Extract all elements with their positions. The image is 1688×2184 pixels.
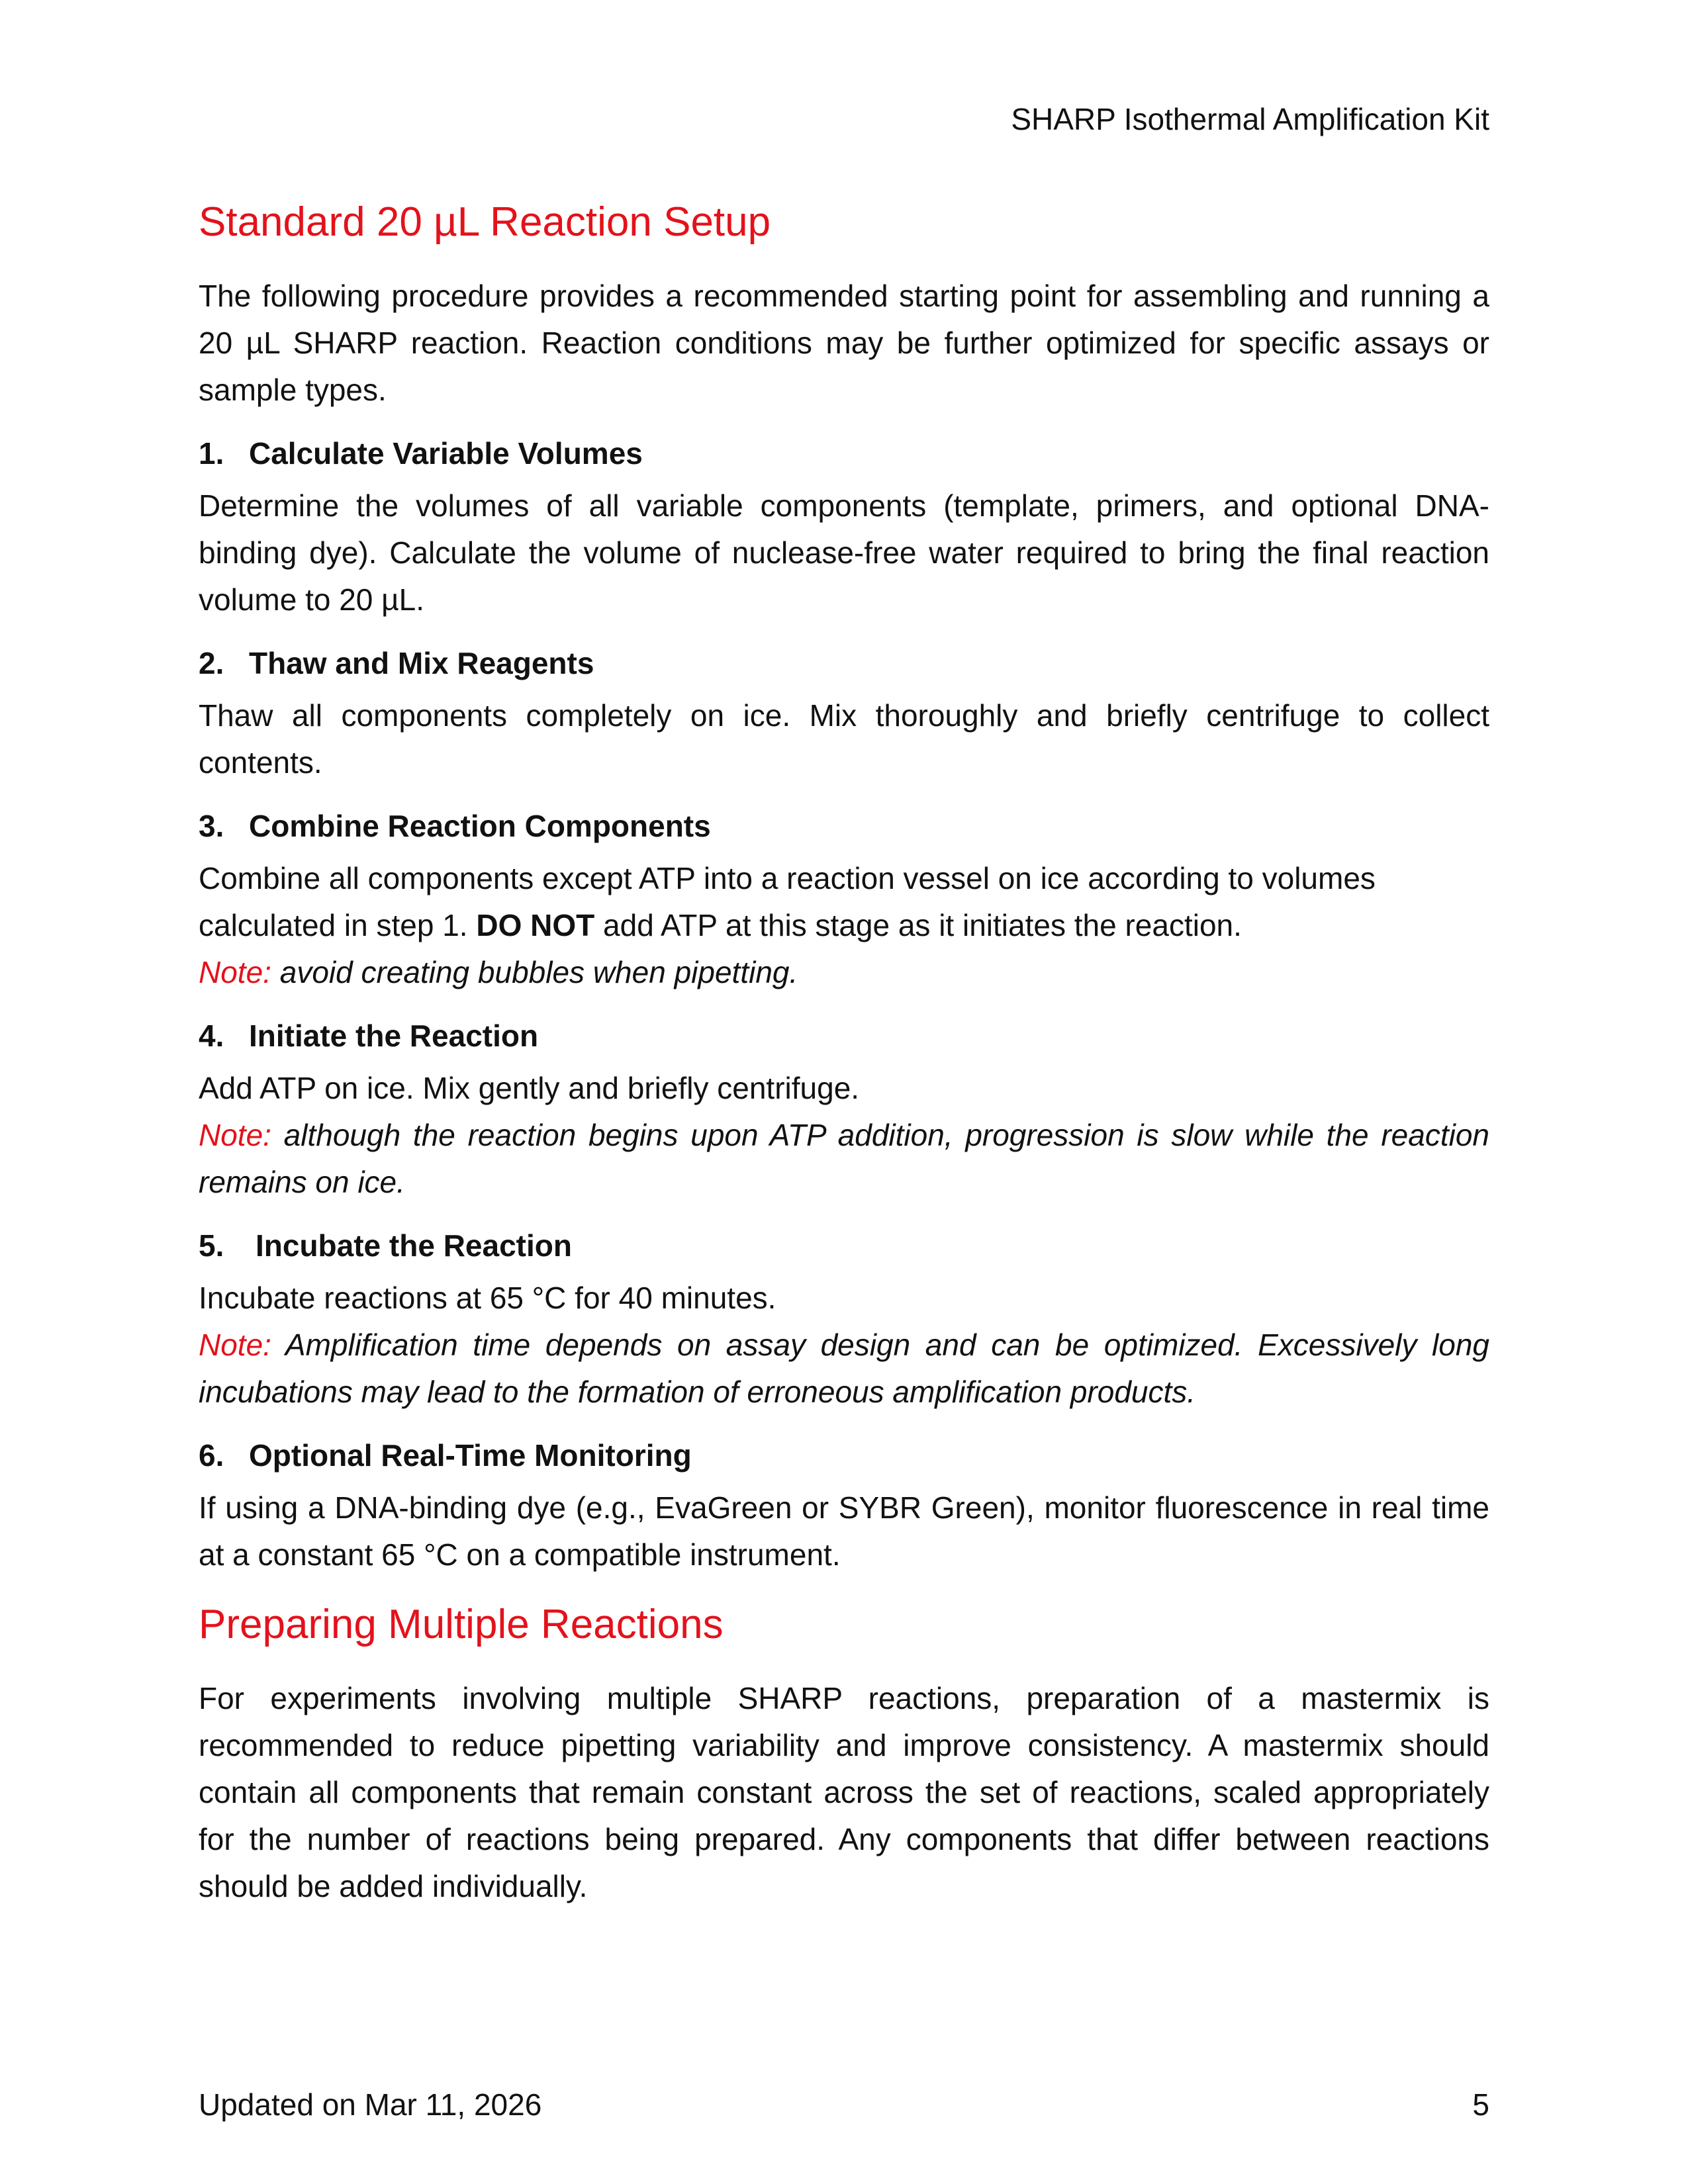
note-text: Amplification time depends on assay design and can be optimized. Excessively long incubations may lead to the formation of erroneous amplification products. — [199, 1328, 1489, 1409]
footer-updated-date: Updated on Mar 11, 2026 — [199, 2087, 542, 2122]
step-6 — [199, 1433, 1489, 1578]
step-body-text: add ATP at this stage as it initiates the reaction. — [594, 908, 1242, 942]
note-label: Note: — [199, 1328, 271, 1362]
step-heading — [199, 641, 1489, 686]
step-2 — [199, 641, 1489, 786]
step-note — [199, 949, 1489, 996]
step-number: 1. — [199, 436, 224, 471]
intro-paragraph: The following procedure provides a recommended starting point for assembling and running a 20 µL SHARP reaction. Reaction conditions may be further optimized for specific assays or sample types. — [199, 279, 1489, 407]
step-heading — [199, 1223, 1489, 1268]
step-title: Calculate Variable Volumes — [249, 436, 643, 471]
section-title-multiple-reactions: Preparing Multiple Reactions — [199, 1602, 724, 1647]
step-body: Thaw all components completely on ice. Mix thoroughly and briefly centrifuge to collect contents. — [199, 698, 1489, 780]
step-title: Initiate the Reaction — [249, 1019, 539, 1053]
step-number: 6. — [199, 1438, 224, 1473]
step-note — [199, 1112, 1489, 1206]
step-number: 4. — [199, 1019, 224, 1053]
warning-emphasis: DO NOT — [476, 908, 595, 942]
section-multiple-reactions — [199, 1598, 1489, 1910]
step-heading — [199, 431, 1489, 476]
step-body: If using a DNA-binding dye (e.g., EvaGreen or SYBR Green), monitor fluorescence in real time at a constant 65 °C on a compatible instrument. — [199, 1490, 1489, 1572]
note-label: Note: — [199, 1118, 271, 1152]
step-1 — [199, 431, 1489, 623]
step-5 — [199, 1223, 1489, 1416]
document-page — [199, 0, 1489, 2184]
step-title: Optional Real-Time Monitoring — [249, 1438, 692, 1473]
step-heading — [199, 1433, 1489, 1478]
step-title: Combine Reaction Components — [249, 809, 711, 843]
step-4 — [199, 1013, 1489, 1206]
step-title: Thaw and Mix Reagents — [249, 646, 594, 680]
step-heading — [199, 803, 1489, 848]
footer-page-number: 5 — [1472, 2087, 1489, 2122]
step-number: 5. — [199, 1228, 224, 1263]
running-header: SHARP Isothermal Amplification Kit — [1011, 102, 1489, 136]
note-text: although the reaction begins upon ATP addition, progression is slow while the reaction remains on ice. — [199, 1118, 1489, 1199]
page-content — [199, 196, 1489, 1910]
step-3 — [199, 803, 1489, 996]
step-body: Determine the volumes of all variable components (template, primers, and optional DNA-binding dye). Calculate the volume of nuclease-free water required to bring the final reaction volume to 20 µL. — [199, 488, 1489, 617]
step-number: 2. — [199, 646, 224, 680]
step-note — [199, 1322, 1489, 1416]
step-body: Incubate reactions at 65 °C for 40 minutes. — [199, 1281, 776, 1315]
note-text: avoid creating bubbles when pipetting. — [271, 955, 798, 989]
step-body: Add ATP on ice. Mix gently and briefly centrifuge. — [199, 1071, 860, 1105]
multiple-reactions-paragraph: For experiments involving multiple SHARP reactions, preparation of a mastermix is recommended to reduce pipetting variability and improve consistency. A mastermix should contain all components that remain constant across the set of reactions, scaled appropriately for the number of reactions being prepared. Any components that differ between reactions should be added individually. — [199, 1681, 1489, 1903]
section-title-reaction-setup: Standard 20 µL Reaction Setup — [199, 199, 771, 245]
step-number: 3. — [199, 809, 224, 843]
step-heading — [199, 1013, 1489, 1058]
note-label: Note: — [199, 955, 271, 989]
step-body-text: Combine all components except ATP into a reaction vessel on ice according to volumes calculated in step 1. — [199, 861, 1376, 942]
step-title: Incubate the Reaction — [256, 1228, 572, 1263]
step-body — [199, 855, 1489, 949]
